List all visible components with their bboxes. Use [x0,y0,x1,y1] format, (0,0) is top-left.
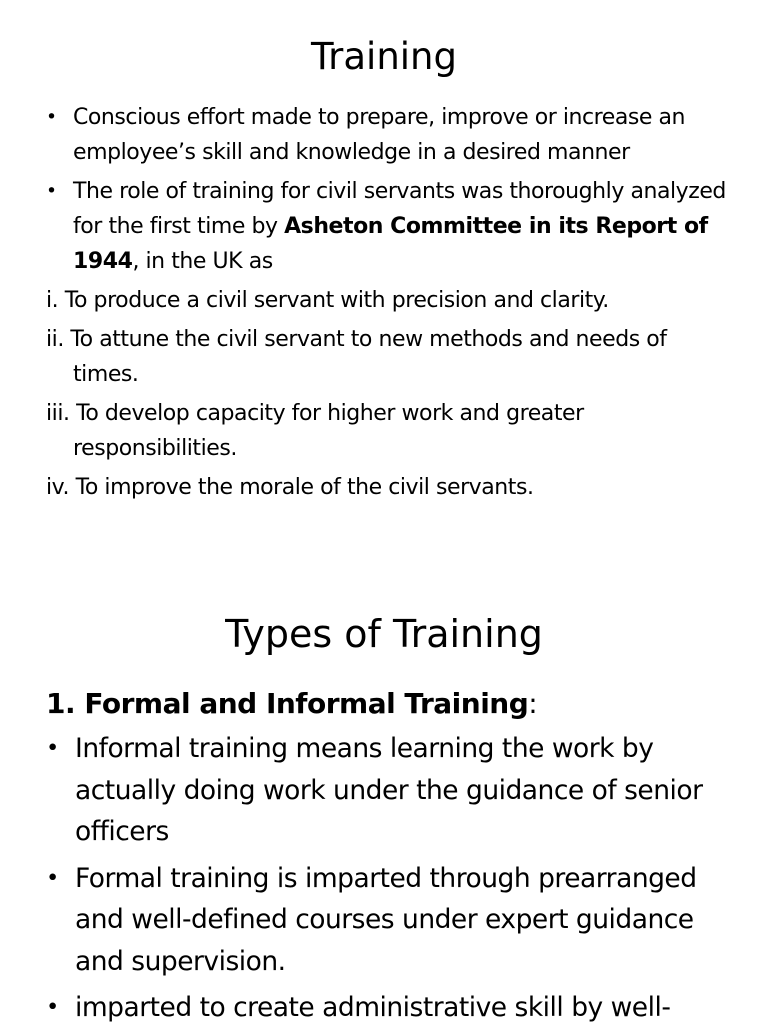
bullet-text: The role of training for civil servants was thoroughly analyzed for the first time by [73,179,726,239]
bullet-text: Conscious effort made to prepare, improve or increase an employee’s skill and knowledge in a desired manner [73,105,686,165]
section-heading-suffix: : [528,687,538,720]
bullet-icon: • [46,735,59,761]
numbered-item: i. To produce a civil servant with precision and clarity. [46,288,609,313]
bullet-bold-text: Asheton Committee in its Report of 1944 [73,214,708,274]
section-heading-bold: 1. Formal and Informal Training [46,687,529,720]
bullet-text: imparted to create administrative skill by well- [75,992,671,1023]
slide-title: Training [311,35,457,78]
bullet-item [46,100,736,170]
bullet-icon: • [46,107,57,128]
bullet-icon: • [46,181,57,202]
bullet-text: Informal training means learning the work by actually doing work under the guidance of senior officers [75,733,703,847]
slide-body [46,684,736,1034]
section-heading [46,684,736,724]
bullet-text: , in the UK as [132,249,273,274]
numbered-item: iii. To develop capacity for higher work and greater responsibilities. [46,401,584,461]
numbered-item: ii. To attune the civil servant to new methods and needs of times. [46,327,667,387]
bullet-item [46,174,736,279]
bullet-item [46,858,736,983]
bullet-item [46,987,736,1029]
bullet-icon: • [46,864,59,891]
bullet-text: Formal training is imparted through prearranged and well-defined courses under expert guidance and supervision. [75,862,697,977]
slide-title: Types of Training [225,612,543,656]
numbered-item: iv. To improve the morale of the civil servants. [46,475,534,500]
bullet-icon: • [46,994,59,1020]
slide-types-of-training [0,590,768,1024]
slide-body [46,100,736,509]
bullet-item [46,728,736,853]
